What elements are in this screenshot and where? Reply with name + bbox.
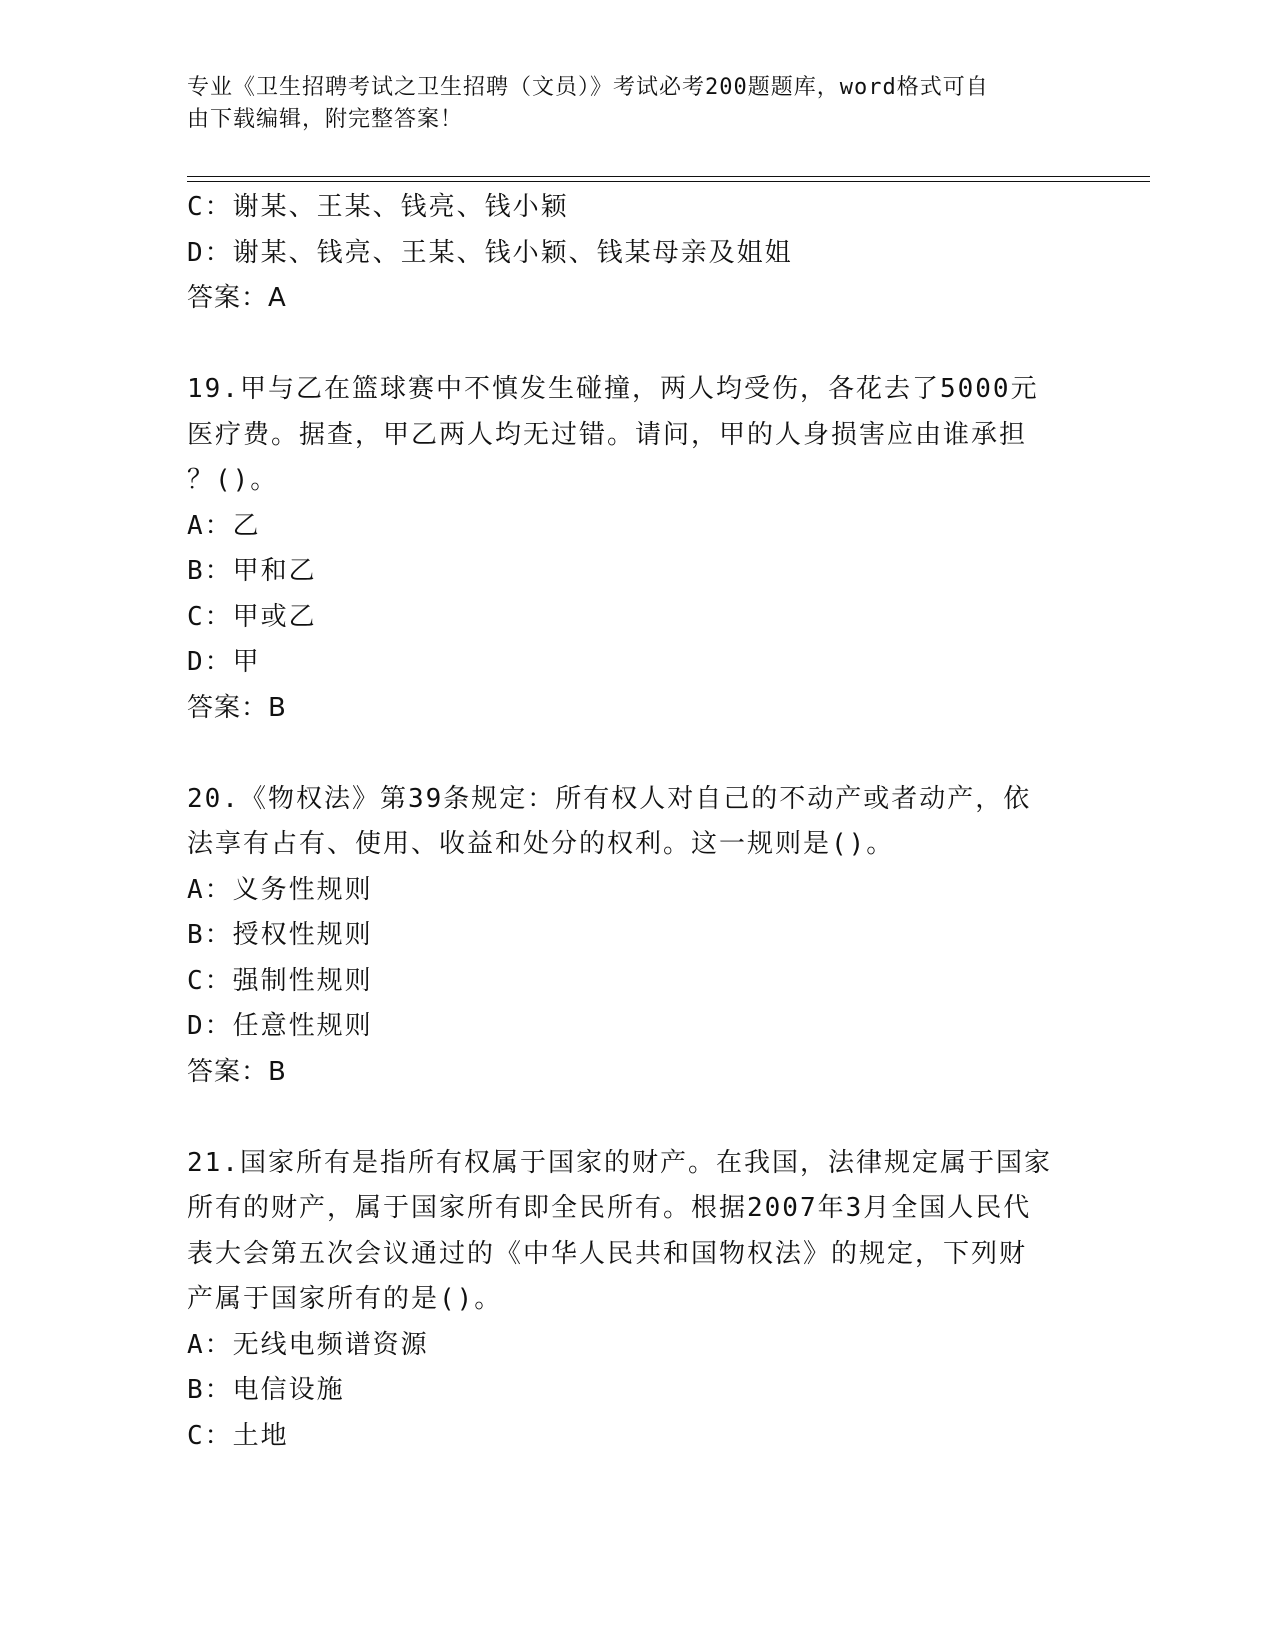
option-a: A：乙 bbox=[187, 510, 261, 541]
option-c: C：甲或乙 bbox=[187, 601, 317, 632]
question-18-tail bbox=[187, 185, 1087, 322]
option-d: D：甲 bbox=[187, 647, 261, 677]
spacer bbox=[187, 322, 1087, 368]
option-a: A：无线电频谱资源 bbox=[187, 1329, 429, 1360]
question-stem-line: 法享有占有、使用、收益和处分的权利。这一规则是()。 bbox=[187, 829, 895, 859]
header-line-2: 由下载编辑，附完整答案！ bbox=[187, 107, 464, 132]
option-b: B：甲和乙 bbox=[187, 556, 317, 586]
question-stem-line: 21.国家所有是指所有权属于国家的财产。在我国，法律规定属于国家 bbox=[187, 1147, 1052, 1178]
question-stem-line: 表大会第五次会议通过的《中华人民共和国物权法》的规定，下列财 bbox=[187, 1238, 1028, 1269]
question-list bbox=[187, 185, 1087, 1459]
answer-line: 答案：A bbox=[187, 283, 287, 313]
option-a: A：义务性规则 bbox=[187, 874, 373, 905]
header-divider-top bbox=[187, 176, 1150, 177]
option-b: B：电信设施 bbox=[187, 1375, 345, 1405]
question-stem-line: 19.甲与乙在篮球赛中不慎发生碰撞，两人均受伤，各花去了5000元 bbox=[187, 374, 1039, 404]
question-stem-line: ？()。 bbox=[187, 465, 279, 495]
spacer bbox=[187, 731, 1087, 777]
answer-line: 答案：B bbox=[187, 692, 287, 723]
document-header bbox=[187, 72, 1067, 136]
option-b: B：授权性规则 bbox=[187, 920, 373, 950]
header-line-1: 专业《卫生招聘考试之卫生招聘（文员）》考试必考200题题库，word格式可自 bbox=[187, 75, 989, 100]
answer-line: 答案：B bbox=[187, 1056, 287, 1087]
spacer bbox=[187, 1095, 1087, 1141]
question-20 bbox=[187, 777, 1087, 1096]
question-stem-line: 所有的财产，属于国家所有即全民所有。根据2007年3月全国人民代 bbox=[187, 1193, 1032, 1223]
option-c: C：强制性规则 bbox=[187, 965, 373, 996]
question-stem-line: 产属于国家所有的是()。 bbox=[187, 1284, 503, 1314]
option-d: D：谢某、钱亮、王某、钱小颖、钱某母亲及姐姐 bbox=[187, 237, 793, 268]
option-c: C：谢某、王某、钱亮、钱小颖 bbox=[187, 192, 569, 222]
question-stem-line: 20.《物权法》第39条规定：所有权人对自己的不动产或者动产，依 bbox=[187, 783, 1032, 814]
question-stem-line: 医疗费。据查，甲乙两人均无过错。请问，甲的人身损害应由谁承担 bbox=[187, 419, 1028, 450]
option-d: D：任意性规则 bbox=[187, 1011, 373, 1041]
question-19 bbox=[187, 367, 1087, 731]
question-21 bbox=[187, 1141, 1087, 1460]
option-c: C：土地 bbox=[187, 1420, 289, 1451]
header-divider-bottom bbox=[187, 181, 1150, 182]
